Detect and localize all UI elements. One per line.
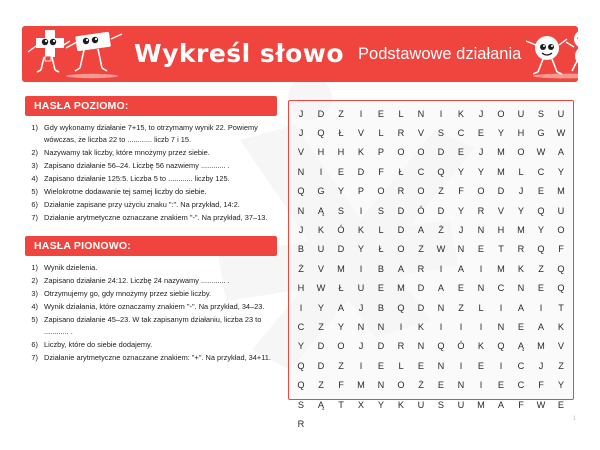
header-banner [22, 26, 578, 82]
grid-cell[interactable]: E [477, 360, 485, 371]
grid-cell[interactable]: O [417, 147, 425, 158]
grid-cell[interactable]: J [538, 360, 544, 371]
grid-cell[interactable]: J [518, 186, 524, 197]
grid-cell[interactable]: U [357, 283, 365, 294]
grid-cell[interactable]: Y [557, 166, 565, 177]
grid-cell[interactable]: V [497, 205, 505, 216]
grid-cell[interactable]: B [297, 244, 305, 255]
grid-cell[interactable]: M [337, 263, 345, 274]
grid-cell[interactable]: Q [437, 341, 445, 352]
list-item [25, 262, 277, 274]
grid-cell[interactable]: O [497, 108, 505, 119]
grid-cell[interactable]: N [457, 244, 465, 255]
grid-cell[interactable]: A [557, 147, 565, 158]
grid-cell[interactable]: N [357, 321, 365, 332]
grid-cell[interactable]: Ą [517, 341, 525, 352]
list-item [25, 160, 277, 172]
list-item [25, 339, 277, 351]
grid-cell[interactable]: B [377, 302, 385, 313]
grid-cell[interactable]: D [357, 166, 365, 177]
grid-cell[interactable]: F [458, 186, 464, 197]
grid-cell[interactable]: Z [318, 380, 324, 391]
list-item [25, 301, 277, 313]
grid-cell[interactable]: Q [537, 205, 545, 216]
grid-cell[interactable]: C [497, 283, 505, 294]
grid-cell[interactable]: J [358, 302, 364, 313]
grid-cell[interactable]: Ż [298, 263, 304, 274]
grid-cell[interactable]: S [297, 399, 305, 410]
grid-cell[interactable]: J [358, 341, 364, 352]
grid-cell[interactable]: V [557, 341, 565, 352]
grid-cell[interactable]: A [537, 321, 545, 332]
grid-cell[interactable]: E [417, 360, 425, 371]
grid-cell[interactable]: A [497, 399, 505, 410]
page-subtitle: Podstawowe działania [358, 44, 522, 63]
grid-cell[interactable]: A [397, 263, 405, 274]
grid-cell[interactable]: D [377, 341, 385, 352]
grid-cell[interactable]: Y [497, 128, 505, 139]
grid-cell[interactable]: Z [338, 360, 344, 371]
grid-cell[interactable]: N [377, 380, 385, 391]
grid-cell[interactable]: C [537, 166, 545, 177]
grid-cell[interactable]: R [477, 205, 485, 216]
word-search-grid[interactable] [288, 100, 574, 429]
grid-cell[interactable]: E [477, 128, 485, 139]
clue-text: Gdy wykonamy działanie 7+15, to otrzymamy wynik 22. Powiemy wówczas, że liczba 22 to ............ liczb 7 i 15. [44, 123, 258, 144]
grid-cell[interactable]: Y [377, 399, 385, 410]
grid-cell[interactable]: C [417, 166, 425, 177]
grid-cell[interactable]: U [557, 108, 565, 119]
grid-cell[interactable]: V [417, 128, 425, 139]
grid-cell[interactable]: Q [497, 341, 505, 352]
grid-cell[interactable]: Q [537, 244, 545, 255]
grid-cell[interactable]: Z [538, 263, 544, 274]
grid-cell[interactable]: U [557, 205, 565, 216]
minus-sign-mascot [66, 32, 122, 78]
clue-number: 2) [31, 275, 38, 285]
plus-sign-mascot [28, 30, 70, 72]
grid-cell[interactable]: I [459, 360, 463, 371]
clues-column [25, 96, 277, 365]
division-sign-mascot [526, 36, 567, 74]
grid-cell[interactable]: U [317, 244, 325, 255]
grid-cell[interactable]: E [537, 283, 545, 294]
grid-cell[interactable]: E [457, 147, 465, 158]
grid-cell[interactable]: E [377, 360, 385, 371]
grid-cell[interactable]: R [417, 263, 425, 274]
grid-cell[interactable]: D [317, 341, 325, 352]
list-item [25, 288, 277, 300]
grid-cell[interactable]: Y [557, 380, 565, 391]
clue-text: Zapisano działanie 24:12. Liczbę 24 nazywamy ............ . [44, 275, 230, 285]
grid-cell[interactable]: I [499, 360, 503, 371]
list-item [25, 186, 277, 198]
grid-cell[interactable]: E [537, 186, 545, 197]
grid-cell[interactable]: W [536, 147, 546, 158]
grid-cell[interactable]: K [357, 147, 365, 158]
grid-cell[interactable]: D [497, 186, 505, 197]
grid-cell[interactable]: K [517, 263, 525, 274]
grid-cell[interactable]: I [539, 302, 543, 313]
grid-cell[interactable]: H [317, 147, 325, 158]
grid-cell[interactable]: I [359, 205, 363, 216]
grid-cell[interactable]: Y [457, 205, 465, 216]
across-clues-heading: HASŁA POZIOMO: [25, 96, 277, 116]
across-clues-list [25, 116, 277, 224]
clue-number: 1) [31, 262, 38, 272]
grid-cell[interactable]: E [477, 244, 485, 255]
clue-number: 3) [31, 288, 38, 298]
grid-cell[interactable]: M [517, 225, 525, 236]
grid-cell[interactable]: B [377, 263, 385, 274]
grid-cell[interactable]: N [297, 166, 305, 177]
grid-cell[interactable]: S [337, 205, 345, 216]
clue-text: Otrzymujemy go, gdy mnożymy przez siebie liczby. [44, 288, 212, 298]
grid-cell[interactable]: N [437, 360, 445, 371]
grid-cell[interactable]: E [437, 380, 445, 391]
grid-cell[interactable]: H [517, 128, 525, 139]
grid-cell[interactable]: I [359, 108, 363, 119]
grid-cell[interactable]: M [497, 147, 505, 158]
grid-cell[interactable]: Ą [317, 399, 325, 410]
grid-cell[interactable]: V [357, 128, 365, 139]
grid-cell[interactable]: I [479, 263, 483, 274]
grid-cell[interactable]: M [497, 166, 505, 177]
grid-cell[interactable]: Ó [457, 341, 465, 352]
grid-cell[interactable]: W [316, 283, 326, 294]
grid-cell[interactable]: K [357, 225, 365, 236]
clue-number: 4) [31, 173, 38, 183]
grid-cell[interactable]: Q [397, 302, 405, 313]
grid-cell[interactable]: Z [418, 244, 424, 255]
grid-cell[interactable]: D [397, 225, 405, 236]
grid-cell[interactable]: I [459, 321, 463, 332]
grid-cell[interactable]: T [338, 399, 344, 410]
grid-cell[interactable]: G [537, 128, 545, 139]
clue-text: Zapisano działanie 56–24. Liczbę 56 nazwiemy ............ . [44, 160, 230, 170]
grid-cell[interactable]: D [417, 283, 425, 294]
grid-cell[interactable]: Q [317, 128, 325, 139]
clue-text: Zapisano działanie 45–23. W tak zapisanym działaniu, liczba 23 to ............ . [44, 314, 262, 336]
grid-cell[interactable]: N [297, 205, 305, 216]
grid-cell[interactable]: I [439, 321, 443, 332]
grid-cell[interactable]: D [437, 147, 445, 158]
grid-cell[interactable]: Y [337, 186, 345, 197]
grid-cell[interactable]: L [478, 302, 484, 313]
grid-cell[interactable]: R [397, 128, 405, 139]
grid-cell[interactable]: R [397, 186, 405, 197]
clue-number: 1) [31, 123, 38, 132]
grid-cell[interactable]: K [417, 321, 425, 332]
grid-cell[interactable]: G [317, 186, 325, 197]
grid-cell[interactable]: J [298, 128, 304, 139]
clue-number: 4) [31, 301, 38, 311]
grid-cell[interactable]: Z [318, 321, 324, 332]
clue-text: Liczby, które do siebie dodajemy. [44, 339, 153, 349]
grid-cell[interactable]: U [517, 108, 525, 119]
grid-cell[interactable]: O [337, 341, 345, 352]
grid-cell[interactable]: Y [477, 166, 485, 177]
grid-cell[interactable]: L [378, 225, 384, 236]
grid-cell[interactable]: Z [558, 360, 564, 371]
grid-cell[interactable]: X [357, 399, 365, 410]
grid-cell[interactable]: O [397, 380, 405, 391]
grid-cell[interactable]: I [479, 321, 483, 332]
grid-cell[interactable]: Q [297, 360, 305, 371]
down-clues-list [25, 256, 277, 364]
grid-cell[interactable]: R [517, 244, 525, 255]
list-item [25, 173, 277, 185]
grid-cell[interactable]: W [536, 399, 546, 410]
header-mascots-left [22, 26, 134, 82]
grid-cell[interactable]: S [377, 205, 385, 216]
grid-cell[interactable]: J [478, 108, 484, 119]
grid-cell[interactable]: I [319, 166, 323, 177]
grid-cell[interactable]: O [417, 186, 425, 197]
grid-cell[interactable]: D [397, 205, 405, 216]
grid-cell[interactable]: O [397, 147, 405, 158]
clue-text: Działanie arytmetyczne oznaczane znakiem "-". Na przykład, 37–13. [44, 212, 268, 222]
grid-cell[interactable]: I [399, 321, 403, 332]
grid-cell[interactable]: Q [557, 283, 565, 294]
grid-cell[interactable]: J [298, 108, 304, 119]
grid-cell[interactable]: M [357, 380, 365, 391]
grid-cell[interactable]: N [477, 283, 485, 294]
grid-cell[interactable]: T [558, 302, 564, 313]
grid-cell[interactable]: Z [338, 108, 344, 119]
grid-cell[interactable]: A [337, 302, 345, 313]
grid-cell[interactable]: U [457, 399, 465, 410]
grid-cell[interactable]: C [457, 128, 465, 139]
grid-cell[interactable]: M [397, 283, 405, 294]
grid-cell[interactable]: C [517, 380, 525, 391]
grid-cell[interactable]: Ą [317, 205, 325, 216]
grid-cell[interactable]: E [337, 166, 345, 177]
clue-text: Zapisano działanie 125:5. Liczba 5 to ............ liczby 125. [44, 173, 230, 183]
letter-grid[interactable] [291, 104, 571, 429]
clue-number: 6) [31, 339, 38, 349]
grid-cell[interactable]: A [517, 302, 525, 313]
grid-cell[interactable]: J [478, 147, 484, 158]
grid-cell[interactable]: Ż [418, 380, 424, 391]
grid-cell[interactable]: A [457, 263, 465, 274]
grid-cell[interactable]: N [437, 302, 445, 313]
grid-cell[interactable]: F [378, 166, 384, 177]
grid-cell[interactable]: N [517, 283, 525, 294]
grid-cell[interactable]: F [338, 380, 344, 391]
grid-cell[interactable]: Y [517, 205, 525, 216]
grid-cell[interactable]: Z [458, 302, 464, 313]
grid-cell[interactable]: N [377, 321, 385, 332]
grid-cell[interactable]: I [299, 302, 303, 313]
grid-cell[interactable]: R [397, 341, 405, 352]
page-title: Wykreśl słowo [134, 38, 345, 68]
grid-cell[interactable]: Q [297, 380, 305, 391]
grid-cell[interactable]: S [437, 128, 445, 139]
grid-cell[interactable]: K [457, 108, 465, 119]
grid-cell[interactable]: Ó [337, 225, 345, 236]
grid-cell[interactable]: Ł [338, 128, 344, 139]
clue-text: Wielokrotne dodawanie tej samej liczby do siebie. [44, 186, 207, 196]
grid-cell[interactable]: D [437, 205, 445, 216]
grid-cell[interactable]: C [517, 360, 525, 371]
grid-cell[interactable]: L [398, 108, 404, 119]
grid-cell[interactable]: K [397, 399, 405, 410]
grid-cell[interactable]: L [398, 360, 404, 371]
grid-cell[interactable]: E [377, 283, 385, 294]
clue-text: Działanie arytmetyczne oznaczane znakiem: "+". Na przykład, 34+11. [44, 352, 271, 362]
grid-cell[interactable]: D [337, 244, 345, 255]
grid-cell[interactable]: O [477, 186, 485, 197]
grid-cell[interactable]: D [417, 302, 425, 313]
grid-cell[interactable]: F [538, 380, 544, 391]
grid-cell[interactable]: O [557, 225, 565, 236]
grid-cell[interactable]: K [317, 225, 325, 236]
clue-text: Nazywamy tak liczby, które mnożymy przez siebie. [44, 147, 210, 157]
grid-cell[interactable]: I [359, 263, 363, 274]
grid-cell[interactable]: S [437, 399, 445, 410]
grid-cell[interactable]: C [297, 321, 305, 332]
grid-cell[interactable]: I [359, 360, 363, 371]
grid-cell[interactable]: Ł [398, 166, 404, 177]
grid-cell[interactable]: Ż [438, 225, 444, 236]
grid-cell[interactable]: E [457, 283, 465, 294]
clue-number: 6) [31, 199, 38, 209]
grid-cell[interactable]: E [377, 108, 385, 119]
grid-cell[interactable]: P [377, 147, 385, 158]
grid-cell[interactable]: Y [537, 225, 545, 236]
grid-cell[interactable]: F [558, 244, 564, 255]
grid-cell[interactable]: O [517, 147, 525, 158]
grid-cell[interactable]: O [377, 186, 385, 197]
grid-cell[interactable]: N [457, 380, 465, 391]
grid-cell[interactable]: J [458, 225, 464, 236]
grid-cell[interactable]: M [477, 399, 485, 410]
list-item [25, 314, 277, 338]
grid-cell[interactable]: Z [438, 186, 444, 197]
page-number: 1 [572, 415, 576, 422]
grid-cell[interactable]: Q [297, 186, 305, 197]
grid-cell[interactable]: N [497, 321, 505, 332]
grid-cell[interactable]: E [517, 321, 525, 332]
list-item [25, 212, 277, 224]
clue-text: Działanie zapisane przy użyciu znaku ":". Na przykład, 14:2. [44, 199, 240, 209]
grid-cell[interactable]: O [397, 244, 405, 255]
clue-number: 5) [31, 186, 38, 196]
grid-cell[interactable]: I [439, 263, 443, 274]
clue-text: Wynik działania, które oznaczamy znakiem "-". Na przykład, 34–23. [44, 301, 265, 311]
grid-cell[interactable]: J [298, 225, 304, 236]
header-mascots-right [521, 26, 578, 82]
grid-cell[interactable]: A [437, 283, 445, 294]
clue-number: 2) [31, 147, 38, 157]
down-clues-heading: HASŁA PIONOWO: [25, 236, 277, 256]
grid-cell[interactable]: F [518, 399, 524, 410]
grid-cell[interactable]: L [518, 166, 524, 177]
grid-cell[interactable]: Y [317, 302, 325, 313]
grid-cell[interactable]: Y [457, 166, 465, 177]
grid-cell[interactable]: N [417, 108, 425, 119]
clue-number: 5) [31, 314, 38, 324]
grid-cell[interactable]: S [537, 108, 545, 119]
grid-cell[interactable]: Ł [338, 283, 344, 294]
grid-cell[interactable]: P [357, 186, 365, 197]
clue-number: 7) [31, 352, 38, 362]
grid-cell[interactable]: I [439, 108, 443, 119]
grid-cell[interactable]: Ł [378, 244, 384, 255]
grid-cell[interactable]: W [556, 128, 566, 139]
grid-cell[interactable]: H [297, 283, 305, 294]
grid-cell[interactable]: H [497, 225, 505, 236]
grid-cell[interactable]: H [337, 147, 345, 158]
grid-cell[interactable]: W [436, 244, 446, 255]
grid-cell[interactable]: K [557, 321, 565, 332]
grid-cell[interactable]: M [557, 186, 565, 197]
list-item [25, 147, 277, 159]
clue-number: 7) [31, 212, 38, 222]
grid-cell[interactable]: U [417, 399, 425, 410]
grid-cell[interactable]: E [497, 380, 505, 391]
grid-cell[interactable]: N [477, 225, 485, 236]
grid-cell[interactable]: I [499, 302, 503, 313]
clue-number: 3) [31, 160, 38, 170]
grid-cell[interactable]: M [497, 263, 505, 274]
grid-cell[interactable]: T [498, 244, 504, 255]
clue-text: Wynik dzielenia. [44, 262, 98, 272]
list-item [25, 352, 277, 364]
grid-cell[interactable]: I [479, 380, 483, 391]
grid-cell[interactable]: V [317, 263, 325, 274]
grid-cell[interactable]: M [537, 341, 545, 352]
grid-cell[interactable]: V [297, 147, 305, 158]
grid-cell[interactable]: D [317, 108, 325, 119]
list-item [25, 275, 277, 287]
grid-cell[interactable]: K [477, 341, 485, 352]
grid-cell[interactable]: Y [357, 244, 365, 255]
grid-cell[interactable]: Q [557, 263, 565, 274]
grid-cell[interactable]: N [417, 341, 425, 352]
grid-cell[interactable]: E [557, 399, 565, 410]
grid-cell[interactable]: Ó [417, 205, 425, 216]
grid-cell[interactable]: D [317, 360, 325, 371]
grid-cell[interactable]: Q [437, 166, 445, 177]
grid-cell[interactable]: Y [337, 321, 345, 332]
grid-cell[interactable]: L [378, 128, 384, 139]
list-item [25, 199, 277, 211]
list-item [25, 122, 277, 146]
grid-cell[interactable]: Y [297, 341, 305, 352]
grid-cell[interactable]: A [417, 225, 425, 236]
grid-cell[interactable]: R [297, 418, 305, 429]
